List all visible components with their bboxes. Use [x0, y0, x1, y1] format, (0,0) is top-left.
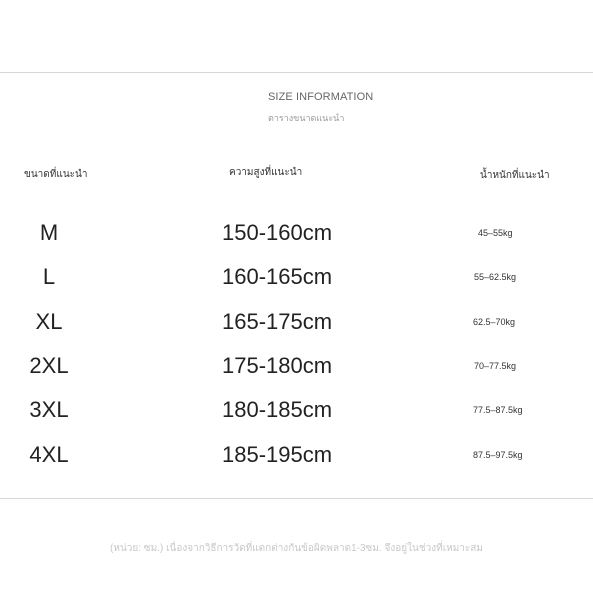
height-cell: 185-195cm — [222, 442, 333, 467]
height-cell: 165-175cm — [222, 309, 333, 334]
size-cell: 3XL — [29, 397, 69, 422]
size-cell: 4XL — [29, 442, 69, 467]
table-row — [0, 262, 593, 292]
measurement-note: (หน่วย: ซม.) เนื่องจากวิธีการวัดที่แตกต่างกันข้อผิดพลาด1-3ซม. จึงอยู่ในช่วงที่เหมาะสม — [110, 543, 483, 554]
height-cell: 150-160cm — [222, 220, 333, 245]
table-row — [0, 395, 593, 425]
top-divider — [0, 72, 593, 73]
table-row — [0, 440, 593, 470]
size-cell: XL — [35, 309, 63, 334]
bottom-divider — [0, 498, 593, 499]
table-row — [0, 218, 593, 248]
page-title: SIZE INFORMATION — [268, 91, 374, 103]
column-header-size: ขนาดที่แนะนำ — [24, 169, 88, 180]
weight-cell: 70–77.5kg — [474, 361, 517, 371]
height-cell: 180-185cm — [222, 397, 333, 422]
column-header-height: ความสูงที่แนะนำ — [229, 167, 303, 178]
size-cell: M — [39, 220, 59, 245]
table-row — [0, 307, 593, 337]
weight-cell: 77.5–87.5kg — [473, 405, 523, 415]
height-cell: 175-180cm — [222, 353, 333, 378]
table-row — [0, 351, 593, 381]
weight-cell: 87.5–97.5kg — [473, 450, 523, 460]
size-cell: L — [42, 264, 56, 289]
weight-cell: 45–55kg — [478, 228, 513, 238]
weight-cell: 62.5–70kg — [473, 317, 516, 327]
size-cell: 2XL — [29, 353, 69, 378]
weight-cell: 55–62.5kg — [474, 272, 517, 282]
height-cell: 160-165cm — [222, 264, 333, 289]
page-subtitle: ตารางขนาดแนะนำ — [268, 113, 345, 123]
column-header-weight: น้ำหนักที่แนะนำ — [480, 170, 550, 181]
